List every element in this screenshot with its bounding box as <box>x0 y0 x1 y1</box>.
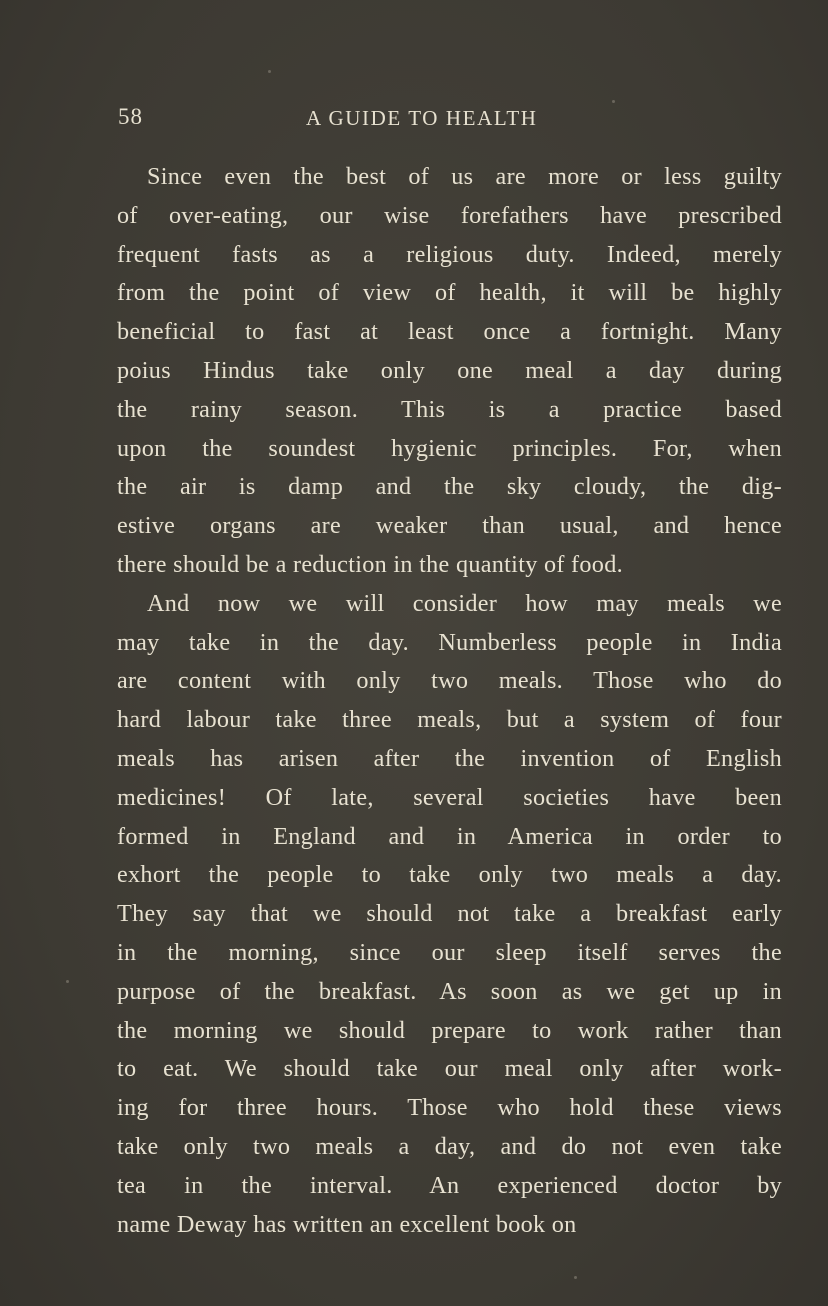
text-line: are content with only two meals. Those who do <box>117 667 782 695</box>
text-line: exhort the people to take only two meals a day. <box>117 861 782 889</box>
text-line: meals has arisen after the invention of English <box>117 744 782 772</box>
body-text <box>117 158 782 1244</box>
text-line: there should be a reduction in the quantity of food. <box>117 550 623 578</box>
paper-speck <box>574 1276 577 1279</box>
text-line: to eat. We should take our meal only after work- <box>117 1055 782 1083</box>
running-title: A GUIDE TO HEALTH <box>306 106 538 130</box>
text-line: the air is damp and the sky cloudy, the dig- <box>117 473 782 501</box>
text-line: poius Hindus take only one meal a day during <box>117 356 782 384</box>
text-line: the morning we should prepare to work rather than <box>117 1016 782 1044</box>
text-line: frequent fasts as a religious duty. Indeed, merely <box>117 240 782 268</box>
text-line: name Deway has written an excellent book on <box>117 1210 577 1238</box>
paper-speck <box>66 980 69 983</box>
text-line: And now we will consider how may meals we <box>147 589 782 617</box>
text-line: purpose of the breakfast. As soon as we get up in <box>117 977 782 1005</box>
text-line: Since even the best of us are more or less guilty <box>147 163 782 190</box>
text-line: hard labour take three meals, but a system of four <box>117 706 782 734</box>
text-line: the rainy season. This is a practice based <box>117 395 782 423</box>
text-line: of over-eating, our wise forefathers have prescribed <box>117 201 782 229</box>
paragraph-2 <box>117 585 782 1245</box>
text-line: upon the soundest hygienic principles. For, when <box>117 434 782 462</box>
paragraph-1 <box>117 158 782 585</box>
running-head <box>118 104 718 136</box>
text-line: They say that we should not take a breakfast early <box>117 900 782 928</box>
text-line: beneficial to fast at least once a fortnight. Many <box>117 318 782 346</box>
text-line: in the morning, since our sleep itself serves the <box>117 938 782 966</box>
text-line: tea in the interval. An experienced doctor by <box>117 1171 782 1199</box>
text-line: medicines! Of late, several societies have been <box>117 783 782 811</box>
text-line: ing for three hours. Those who hold these views <box>117 1094 782 1122</box>
paper-speck <box>612 100 615 103</box>
text-line: take only two meals a day, and do not even take <box>117 1132 782 1160</box>
text-line: estive organs are weaker than usual, and hence <box>117 512 782 540</box>
text-line: from the point of view of health, it will be highly <box>117 279 782 307</box>
page-number: 58 <box>118 104 143 129</box>
paper-speck <box>268 70 271 73</box>
text-line: formed in England and in America in order to <box>117 822 782 850</box>
text-line: may take in the day. Numberless people in India <box>117 628 782 656</box>
